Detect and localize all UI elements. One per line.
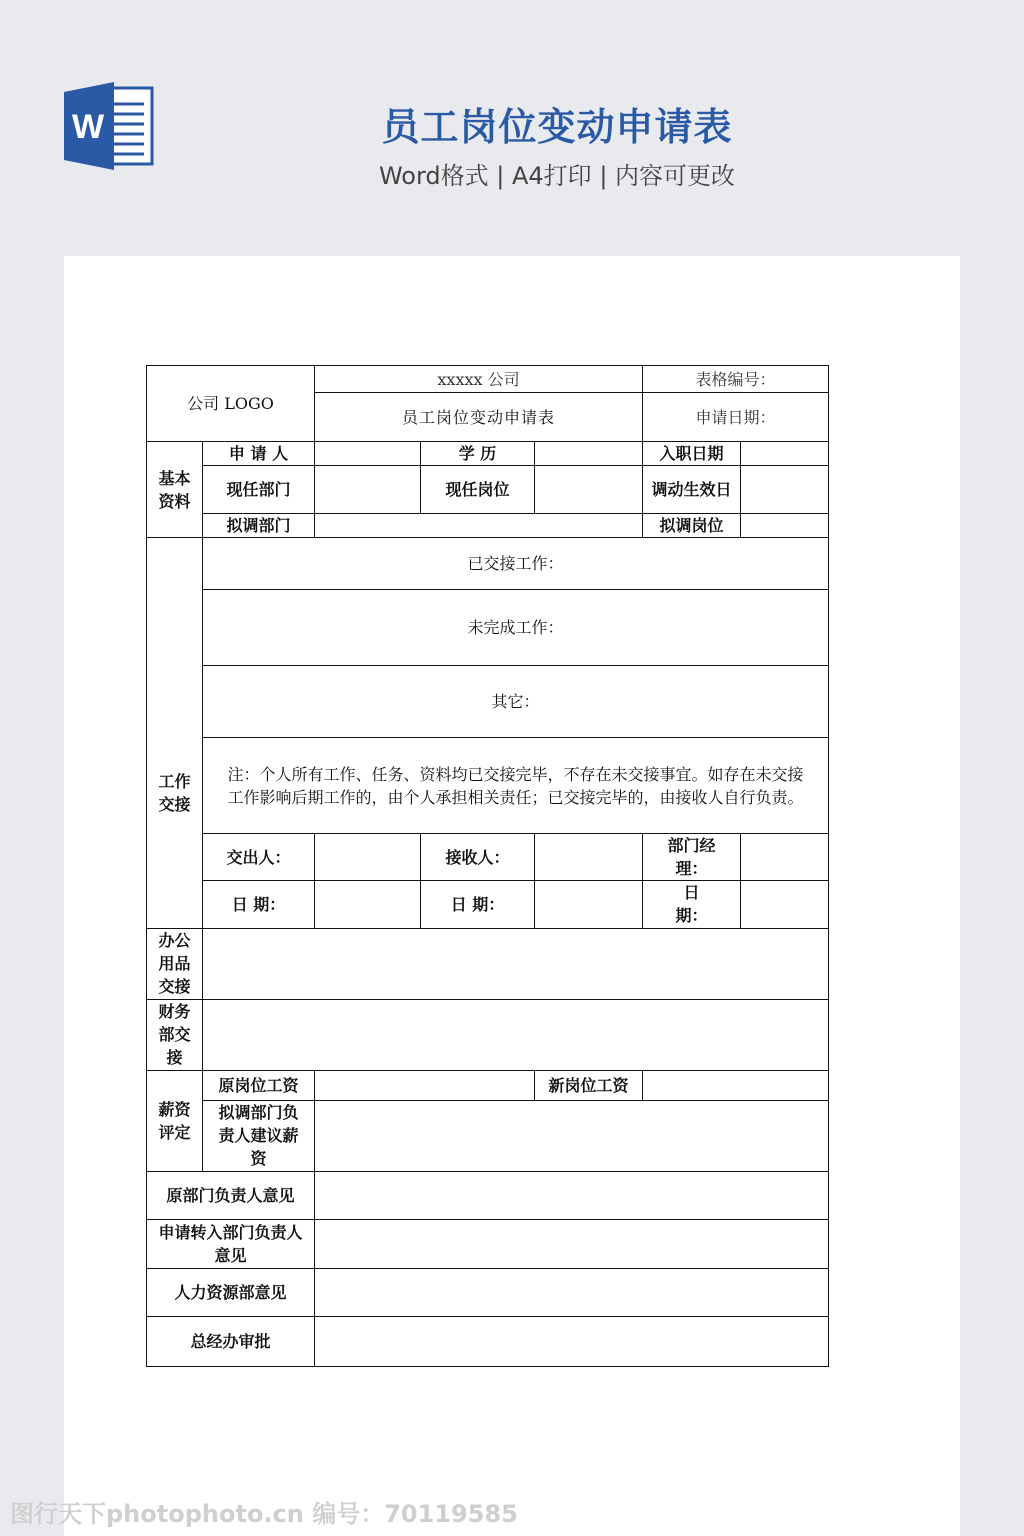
label-suggested-salary: 拟调部门负责人建议薪资 (203, 1100, 315, 1171)
application-form (146, 365, 829, 1367)
field-current-dept[interactable] (315, 466, 421, 514)
section-salary: 薪资评定 (147, 1070, 203, 1171)
label-date-giver: 日 期： (203, 881, 315, 928)
page-subtitle: Word格式 | A4打印 | 内容可更改 (378, 162, 736, 190)
field-hire-date[interactable] (741, 442, 829, 466)
form-title: 员工岗位变动申请表 (315, 393, 643, 442)
handover-note-line1: 注：个人所有工作、任务、资料均已交接完毕，不存在未交接事宜。如存在未交接 (227, 764, 804, 784)
field-date-manager[interactable] (741, 881, 829, 928)
field-date-giver[interactable] (315, 881, 421, 928)
label-date-receiver: 日 期： (421, 881, 535, 928)
field-education[interactable] (535, 442, 643, 466)
field-proposed-post[interactable] (741, 514, 829, 538)
section-handover: 工作交接 (147, 538, 203, 928)
word-icon: W (71, 108, 105, 146)
field-hr-opinion[interactable] (315, 1268, 829, 1316)
field-original-salary[interactable] (315, 1070, 535, 1100)
label-date-manager: 日期： (643, 881, 741, 928)
apply-date-label: 申请日期： (643, 393, 829, 442)
field-current-post[interactable] (535, 466, 643, 514)
field-new-salary[interactable] (643, 1070, 829, 1100)
label-hr-opinion: 人力资源部意见 (147, 1268, 315, 1316)
label-handed-over: 已交接工作： (467, 554, 564, 574)
word-logo (64, 82, 156, 170)
field-orig-dept-opinion[interactable] (315, 1171, 829, 1219)
company-logo-cell: 公司 LOGO (147, 366, 315, 442)
page-title: 员工岗位变动申请表 (381, 105, 733, 149)
field-office-supplies[interactable] (203, 928, 829, 999)
field-receiver[interactable] (535, 834, 643, 881)
company-name: xxxxx 公司 (315, 366, 643, 393)
field-proposed-dept[interactable] (315, 514, 643, 538)
label-new-salary: 新岗位工资 (535, 1070, 643, 1100)
section-office-supplies: 办公用品交接 (147, 928, 203, 999)
label-receiver: 接收人： (421, 834, 535, 881)
field-date-receiver[interactable] (535, 881, 643, 928)
field-unfinished-work[interactable] (203, 590, 829, 666)
label-manager: 部门经理： (643, 834, 741, 881)
label-gm-approval: 总经办审批 (147, 1316, 315, 1366)
watermark: 图行天下photophoto.cn 编号：70119585 (10, 1500, 518, 1528)
section-finance: 财务部交接 (147, 999, 203, 1070)
field-target-dept-opinion[interactable] (315, 1219, 829, 1268)
field-gm-approval[interactable] (315, 1316, 829, 1366)
form-number-label: 表格编号： (643, 366, 829, 393)
label-current-post: 现任岗位 (421, 466, 535, 514)
field-finance[interactable] (203, 999, 829, 1070)
field-effective-date[interactable] (741, 466, 829, 514)
field-other[interactable] (203, 666, 829, 738)
field-manager[interactable] (741, 834, 829, 881)
field-suggested-salary[interactable] (315, 1100, 829, 1171)
label-target-dept-opinion: 申请转入部门负责人意见 (147, 1219, 315, 1268)
label-other: 其它： (491, 692, 540, 712)
label-orig-dept-opinion: 原部门负责人意见 (147, 1171, 315, 1219)
label-hire-date: 入职日期 (643, 442, 741, 466)
label-current-dept: 现任部门 (203, 466, 315, 514)
label-applicant: 申 请 人 (203, 442, 315, 466)
field-giver[interactable] (315, 834, 421, 881)
field-handed-over-work[interactable] (203, 538, 829, 590)
section-basic-info: 基本资料 (147, 442, 203, 538)
label-proposed-post: 拟调岗位 (643, 514, 741, 538)
label-unfinished: 未完成工作： (467, 618, 564, 638)
label-original-salary: 原岗位工资 (203, 1070, 315, 1100)
label-giver: 交出人： (203, 834, 315, 881)
field-applicant[interactable] (315, 442, 421, 466)
handover-note (203, 738, 829, 834)
label-education: 学 历 (421, 442, 535, 466)
label-proposed-dept: 拟调部门 (203, 514, 315, 538)
handover-note-line2: 工作影响后期工作的，由个人承担相关责任；已交接完毕的，由接收人自行负责。 (227, 787, 804, 807)
label-effective-date: 调动生效日 (643, 466, 741, 514)
